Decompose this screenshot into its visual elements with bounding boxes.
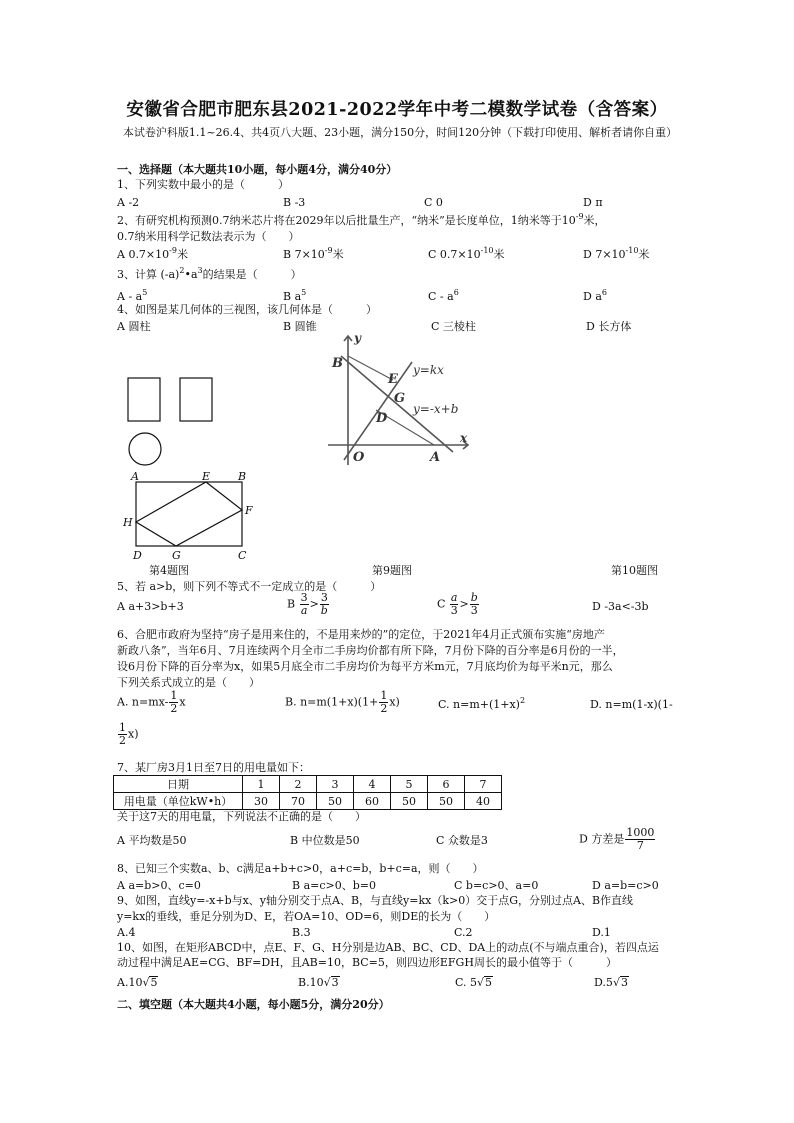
q10-line1: 10、如图，在矩形ABCD中，点E、F、G、H分别是边AB、BC、CD、DA上的动点(不与端点重合)，若四点运 <box>117 941 659 954</box>
q6-option-a: A. n=mx- $\frac{1}{2}$ x <box>117 689 186 715</box>
q9-line1: 9、如图，直线y=-x+b与x、y轴分别交于点A、B，与直线y=kx（k>0）交于点G，分别过点A、B作直线 <box>117 894 634 907</box>
q7-option-d: D 方差是 $\frac{1000}{7}$ <box>579 826 655 852</box>
q2-stem-line1: 2、有研究机构预测0.7纳米芯片将在2029年以后批量生产，“纳米”是长度单位，1纳米等于$10^{-9}$米， <box>117 212 606 227</box>
q10-option-b: B.10√3 <box>298 976 339 989</box>
table-cell: 6 <box>428 776 465 793</box>
table-cell: 60 <box>354 793 391 810</box>
label-d: D <box>133 549 142 562</box>
label-c: C <box>238 549 247 562</box>
q8-option-d: D a=b=c>0 <box>592 879 659 892</box>
label-g: G <box>172 549 181 562</box>
q4-option-a: A 圆柱 <box>117 320 151 333</box>
q5-stem: 5、若 a>b，则下列不等式不一定成立的是（ ） <box>117 580 382 593</box>
top-view-circle <box>129 433 161 465</box>
label-g: G <box>394 391 406 406</box>
q4-option-d: D 长方体 <box>586 320 632 333</box>
label-a: A <box>131 470 139 483</box>
label-y-neg-x-b: y=-x+b <box>413 402 459 416</box>
label-e: E <box>202 470 211 483</box>
q5-option-b: B $\frac{3}{a}$ > $\frac{3}{b}$ <box>287 591 328 617</box>
label-e: E <box>388 372 398 387</box>
side-view-rect <box>180 378 212 421</box>
q10-option-d: D.5√3 <box>594 976 628 989</box>
q7-option-a: A 平均数是50 <box>117 834 187 847</box>
q10-option-a: A.10√5 <box>117 976 158 989</box>
q1-option-d: D π <box>583 196 603 209</box>
table-cell: 5 <box>391 776 428 793</box>
q9-line2: y=kx的垂线，垂足分别为D、E，若OA=10、OD=6，则DE的长为（ ） <box>117 910 496 923</box>
table-cell: 30 <box>243 793 280 810</box>
q5-option-a: A a+3>b+3 <box>117 600 184 613</box>
q5-option-d: D -3a<-3b <box>592 600 649 613</box>
label-y-kx: y=kx <box>413 363 444 377</box>
q3-stem: 3、计算 $(-a)^2•a^3$的结果是（ ） <box>117 266 302 281</box>
table-cell: 50 <box>428 793 465 810</box>
table-row <box>114 793 502 810</box>
table-header-usage: 用电量（单位kW•h） <box>114 793 243 810</box>
label-x: x <box>460 431 468 445</box>
label-f: F <box>245 504 253 517</box>
label-y: y <box>354 331 361 345</box>
q4-option-c: C 三棱柱 <box>431 320 476 333</box>
label-b: B <box>332 356 343 371</box>
caption-fig4: 第4题图 <box>149 564 189 577</box>
caption-fig10: 第10题图 <box>611 564 658 577</box>
q6-line1: 6、合肥市政府为坚持“房子是用来住的，不是用来炒的”的定位，于2021年4月正式颁布实施“房地产 <box>117 628 605 641</box>
document-subtitle: 本试卷沪科版1.1~26.4、共4页八大题、23小题，满分150分，时间120分钟（下载打印使用、解析者请你自重） <box>122 126 678 139</box>
q7-stem: 7、某厂房3月1日至7日的用电量如下： <box>117 761 310 774</box>
label-d: D <box>376 411 388 426</box>
label-o: O <box>353 450 365 465</box>
table-cell: 50 <box>317 793 354 810</box>
q2-option-b: B $7\times 10^{-9}$米 <box>283 246 344 261</box>
section-heading-choice: 一、选择题（本大题共10小题，每小题4分，满分40分） <box>117 163 398 176</box>
q9-option-b: B.3 <box>292 926 311 939</box>
q6-line4: 下列关系式成立的是（ ） <box>117 676 260 689</box>
section-heading-fill-in: 二、填空题（本大题共4小题，每小题5分，满分20分） <box>117 998 390 1011</box>
q2-stem-line2: 0.7纳米用科学记数法表示为（ ） <box>117 230 300 243</box>
q6-option-d-continued: $\frac{1}{2}$ x) <box>119 721 139 747</box>
q1-stem: 1、下列实数中最小的是（ ） <box>117 178 289 191</box>
q5-option-c: C $\frac{a}{3}$ > $\frac{b}{3}$ <box>437 591 478 617</box>
q6-option-c: C. $n=m+(1+x)^2$ <box>438 696 526 711</box>
q2-option-d: D $7\times 10^{-10}$米 <box>583 246 650 261</box>
document-title: 安徽省合肥市肥东县2021-2022学年中考二模数学试卷（含答案） <box>126 100 668 120</box>
q9-option-c: C.2 <box>454 926 473 939</box>
q2-option-a: A $0.7\times 10^{-9}$米 <box>117 246 188 261</box>
q1-option-b: B -3 <box>283 196 306 209</box>
q3-option-d: D $a^6$ <box>583 288 607 303</box>
q8-option-a: A a=b>0、c=0 <box>117 879 201 892</box>
label-a: A <box>430 450 441 465</box>
q3-option-b: B $a^5$ <box>283 288 307 303</box>
q1-option-c: C 0 <box>424 196 443 209</box>
q6-option-d: D. n=m(1-x)(1- <box>590 698 673 711</box>
table-cell: 4 <box>354 776 391 793</box>
table-cell: 50 <box>391 793 428 810</box>
q8-option-b: B a=c>0、b=0 <box>292 879 376 892</box>
q9-option-a: A.4 <box>117 926 136 939</box>
q3-option-c: C - $a^6$ <box>428 288 459 303</box>
q4-option-b: B 圆锥 <box>283 320 317 333</box>
caption-fig9: 第9题图 <box>372 564 412 577</box>
q4-stem: 4、如图是某几何体的三视图，该几何体是（ ） <box>117 303 377 316</box>
q8-stem: 8、已知三个实数a、b、c满足a+b+c>0，a+c=b，b+c=a，则（ ） <box>117 862 484 875</box>
table-header-date: 日期 <box>114 776 243 793</box>
figure-q10-rectangle <box>118 468 258 564</box>
table-cell: 7 <box>465 776 502 793</box>
q6-option-b: B. n=m(1+x)(1+ $\frac{1}{2}$ x) <box>285 689 400 715</box>
table-row <box>114 776 502 793</box>
q10-option-c: C. 5√5 <box>455 976 493 989</box>
table-cell: 3 <box>317 776 354 793</box>
q7-option-b: B 中位数是50 <box>290 834 360 847</box>
label-b: B <box>238 470 247 483</box>
q7-option-c: C 众数是3 <box>436 834 488 847</box>
front-view-rect <box>128 378 160 421</box>
figure-q9-graph <box>318 330 478 470</box>
q8-option-c: C b=c>0、a=0 <box>454 879 539 892</box>
table-cell: 70 <box>280 793 317 810</box>
q1-option-a: A -2 <box>117 196 140 209</box>
table-cell: 1 <box>243 776 280 793</box>
table-cell: 40 <box>465 793 502 810</box>
q7-usage-table <box>113 775 502 810</box>
quadrilateral-efgh <box>136 482 242 546</box>
q6-line2: 新政八条”，当年6月、7月连续两个月全市二手房均价都有所下降，7月份下降的百分率是6月份的一半， <box>117 644 624 657</box>
q3-option-a: A - $a^5$ <box>117 288 148 303</box>
q9-option-d: D.1 <box>592 926 611 939</box>
figure-q4-three-views <box>120 370 230 470</box>
table-cell: 2 <box>280 776 317 793</box>
q7-question: 关于这7天的用电量，下列说法不正确的是（ ） <box>117 810 366 823</box>
q10-line2: 动过程中满足AE=CG、BF=DH，且AB=10，BC=5，则四边形EFGH周长的最小值等于（ ） <box>117 956 617 969</box>
q2-option-c: C $0.7\times 10^{-10}$米 <box>428 246 505 261</box>
q6-line3: 设6月份下降的百分率为x，如果5月底全市二手房均价为每平方米m元，7月底均价为每平米n元，那么 <box>117 660 613 673</box>
label-h: H <box>123 516 133 529</box>
